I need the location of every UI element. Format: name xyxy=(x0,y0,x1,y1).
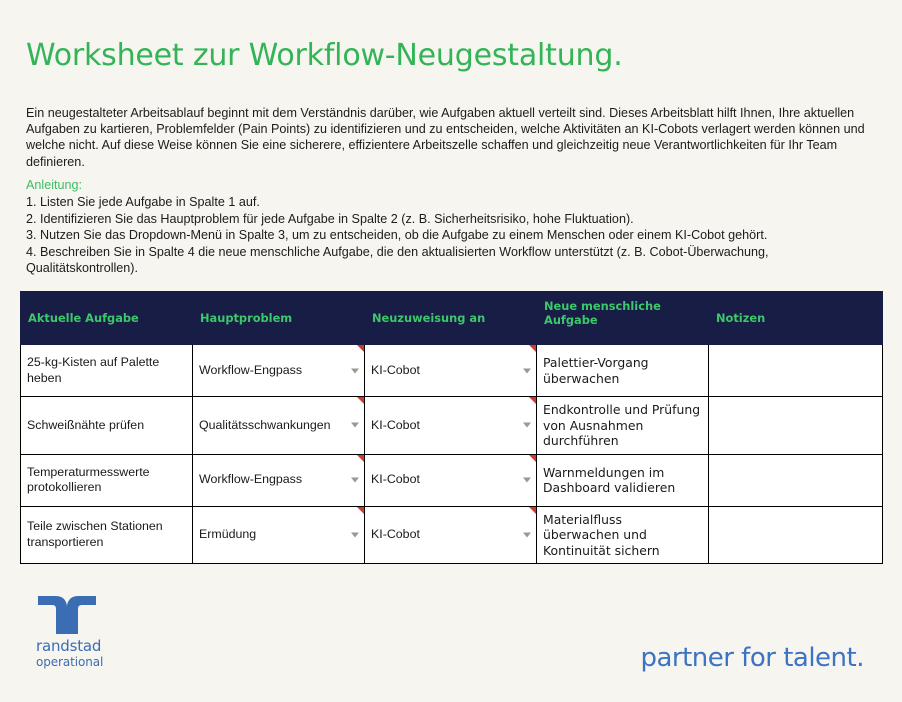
comment-flag-icon xyxy=(357,397,364,404)
chevron-down-icon[interactable] xyxy=(351,532,359,537)
instruction-step-4: 4. Beschreiben Sie in Spalte 4 die neue menschliche Aufgabe, die den aktualisierten Workflow unterstützt (z. B. Cobot-Überwachung, Qualitätskontrollen). xyxy=(26,244,769,276)
instructions-list xyxy=(26,194,878,276)
cell-new-human-task[interactable]: Materialfluss überwachen und Kontinuität sichern xyxy=(537,506,709,564)
intro-paragraph: Ein neugestalteter Arbeitsablauf beginnt mit dem Verständnis darüber, wie Aufgaben aktuell verteilt sind. Dieses Arbeitsblatt hilft Ihnen, Ihre aktuellen Aufgaben zu kartieren, Problemfelder (Pain Points) zu identifizieren und zu entscheiden, welche Aktivitäten an KI-Cobots verlagert werden können und welche nicht. Auf diese Weise können Sie eine sicherere, effizientere Arbeitszelle schaffen und gleichzeitig neue Verantwortlichkeiten für Ihr Team definieren. xyxy=(26,105,865,169)
randstad-wordmark: randstad xyxy=(36,637,102,655)
table-row xyxy=(21,506,883,564)
chevron-down-icon[interactable] xyxy=(523,368,531,373)
table-row xyxy=(21,345,883,397)
chevron-down-icon[interactable] xyxy=(351,478,359,483)
comment-flag-icon xyxy=(529,397,536,404)
cell-pain-point-value: Qualitätsschwankungen xyxy=(199,417,331,432)
chevron-down-icon[interactable] xyxy=(523,532,531,537)
cell-notes[interactable] xyxy=(709,506,883,564)
cell-pain-point-dropdown[interactable] xyxy=(193,397,365,455)
randstad-logo xyxy=(36,594,156,669)
page-title: Worksheet zur Workflow-Neugestaltung. xyxy=(26,38,623,74)
cell-notes[interactable] xyxy=(709,397,883,455)
comment-flag-icon xyxy=(357,455,364,462)
cell-new-human-task[interactable]: Warnmeldungen im Dashboard validieren xyxy=(537,454,709,506)
table-row xyxy=(21,454,883,506)
cell-reassign-dropdown[interactable] xyxy=(365,454,537,506)
cell-task[interactable]: 25-kg-Kisten auf Palette heben xyxy=(21,345,193,397)
instructions-heading: Anleitung: xyxy=(26,178,83,192)
chevron-down-icon[interactable] xyxy=(523,478,531,483)
cell-task[interactable]: Schweißnähte prüfen xyxy=(21,397,193,455)
cell-task[interactable]: Temperaturmesswerte protokollieren xyxy=(21,454,193,506)
cell-pain-point-dropdown[interactable] xyxy=(193,506,365,564)
cell-new-human-task[interactable]: Palettier-Vorgang überwachen xyxy=(537,345,709,397)
randstad-sub-wordmark: operational xyxy=(36,655,104,669)
column-header-notizen: Notizen xyxy=(709,292,883,345)
comment-flag-icon xyxy=(529,507,536,514)
chevron-down-icon[interactable] xyxy=(351,368,359,373)
chevron-down-icon[interactable] xyxy=(351,423,359,428)
cell-task[interactable]: Teile zwischen Stationen transportieren xyxy=(21,506,193,564)
workflow-table xyxy=(20,291,883,564)
instructions-block xyxy=(26,177,878,276)
tagline: partner for talent. xyxy=(640,643,864,673)
cell-reassign-value: KI-Cobot xyxy=(371,472,420,487)
cell-pain-point-dropdown[interactable] xyxy=(193,345,365,397)
column-header-neue-menschliche-aufgabe: Neue menschliche Aufgabe xyxy=(537,292,709,345)
chevron-down-icon[interactable] xyxy=(523,423,531,428)
cell-reassign-dropdown[interactable] xyxy=(365,345,537,397)
cell-pain-point-value: Workflow-Engpass xyxy=(199,472,303,487)
column-header-hauptproblem: Hauptproblem xyxy=(193,292,365,345)
cell-pain-point-value: Workflow-Engpass xyxy=(199,362,303,377)
comment-flag-icon xyxy=(357,507,364,514)
table-row xyxy=(21,397,883,455)
cell-pain-point-value: Ermüdung xyxy=(199,527,257,541)
cell-reassign-dropdown[interactable] xyxy=(365,506,537,564)
instruction-step-3: 3. Nutzen Sie das Dropdown-Menü in Spalte 3, um zu entscheiden, ob die Aufgabe zu einem Menschen oder einem KI-Cobot gehört. xyxy=(26,228,768,243)
cell-reassign-dropdown[interactable] xyxy=(365,397,537,455)
column-header-neuzuweisung-an: Neuzuweisung an xyxy=(365,292,537,345)
cell-reassign-value: KI-Cobot xyxy=(371,527,420,541)
column-header-aktuelle-aufgabe: Aktuelle Aufgabe xyxy=(21,292,193,345)
instruction-step-1: 1. Listen Sie jede Aufgabe in Spalte 1 auf. xyxy=(26,195,260,210)
cell-reassign-value: KI-Cobot xyxy=(371,362,420,377)
comment-flag-icon xyxy=(357,345,364,352)
randstad-mark-icon xyxy=(36,594,98,636)
instruction-step-2: 2. Identifizieren Sie das Hauptproblem für jede Aufgabe in Spalte 2 (z. B. Sicherheitsrisiko, hohe Fluktuation). xyxy=(26,211,634,226)
cell-reassign-value: KI-Cobot xyxy=(371,417,420,432)
table-header-row xyxy=(21,292,883,345)
cell-notes[interactable] xyxy=(709,454,883,506)
cell-notes[interactable] xyxy=(709,345,883,397)
comment-flag-icon xyxy=(529,455,536,462)
cell-pain-point-dropdown[interactable] xyxy=(193,454,365,506)
comment-flag-icon xyxy=(529,345,536,352)
cell-new-human-task[interactable]: Endkontrolle und Prüfung von Ausnahmen durchführen xyxy=(537,397,709,455)
